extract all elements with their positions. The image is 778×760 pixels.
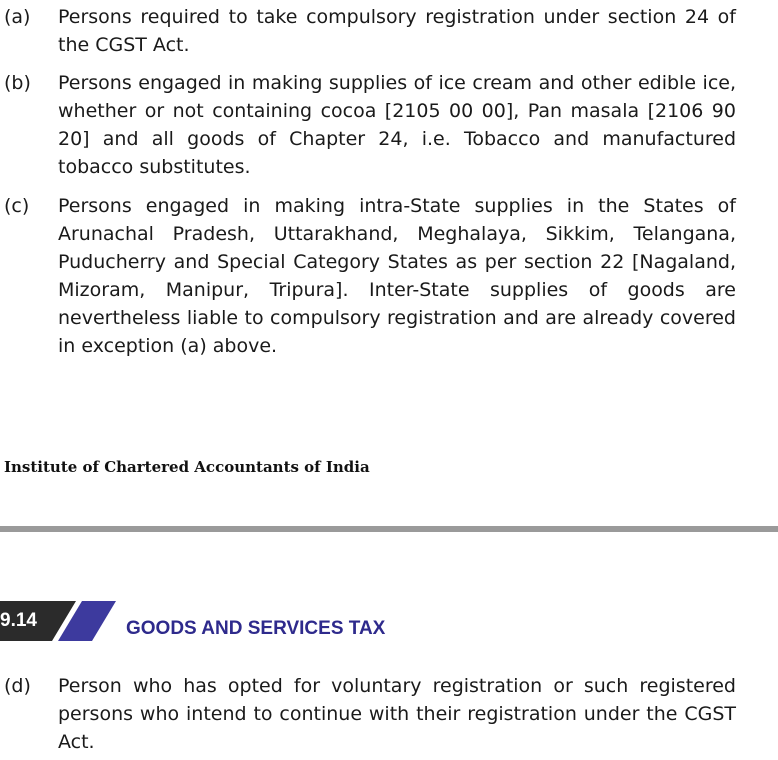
item-text: Persons engaged in making supplies of ice cream and other edible ice, whether or not containing cocoa [2105 00 00], Pan masala [2106 90 20] and all goods of Chapter 24, i.e. Tobacco and manufactured tobacco substitutes.	[58, 72, 736, 178]
item-text: Persons engaged in making intra-State supplies in the States of Arunachal Pradesh, Uttarakhand, Meghalaya, Sikkim, Telangana, Puducherry and Special Category States as per section 22 [Nagaland, Mizoram, Manipur, Tripura]. Inter-State supplies of goods are nevertheless liable to compulsory registration and are already covered in exception (a) above.	[58, 195, 736, 357]
item-label: (a)	[4, 6, 31, 28]
institute-footer: Institute of Chartered Accountants of India	[4, 458, 370, 476]
item-text: Person who has opted for voluntary registration or such registered persons who intend to continue with their registration under the CGST Act.	[58, 675, 736, 753]
page-number-tab	[0, 601, 116, 641]
item-label: (d)	[4, 675, 31, 697]
section-title: GOODS AND SERVICES TAX	[126, 618, 386, 639]
page-number: 9.14	[0, 610, 37, 631]
item-text: Persons required to take compulsory registration under section 24 of the CGST Act.	[58, 6, 736, 56]
page-divider	[0, 526, 778, 532]
item-label: (b)	[4, 72, 31, 94]
item-label: (c)	[4, 195, 30, 217]
